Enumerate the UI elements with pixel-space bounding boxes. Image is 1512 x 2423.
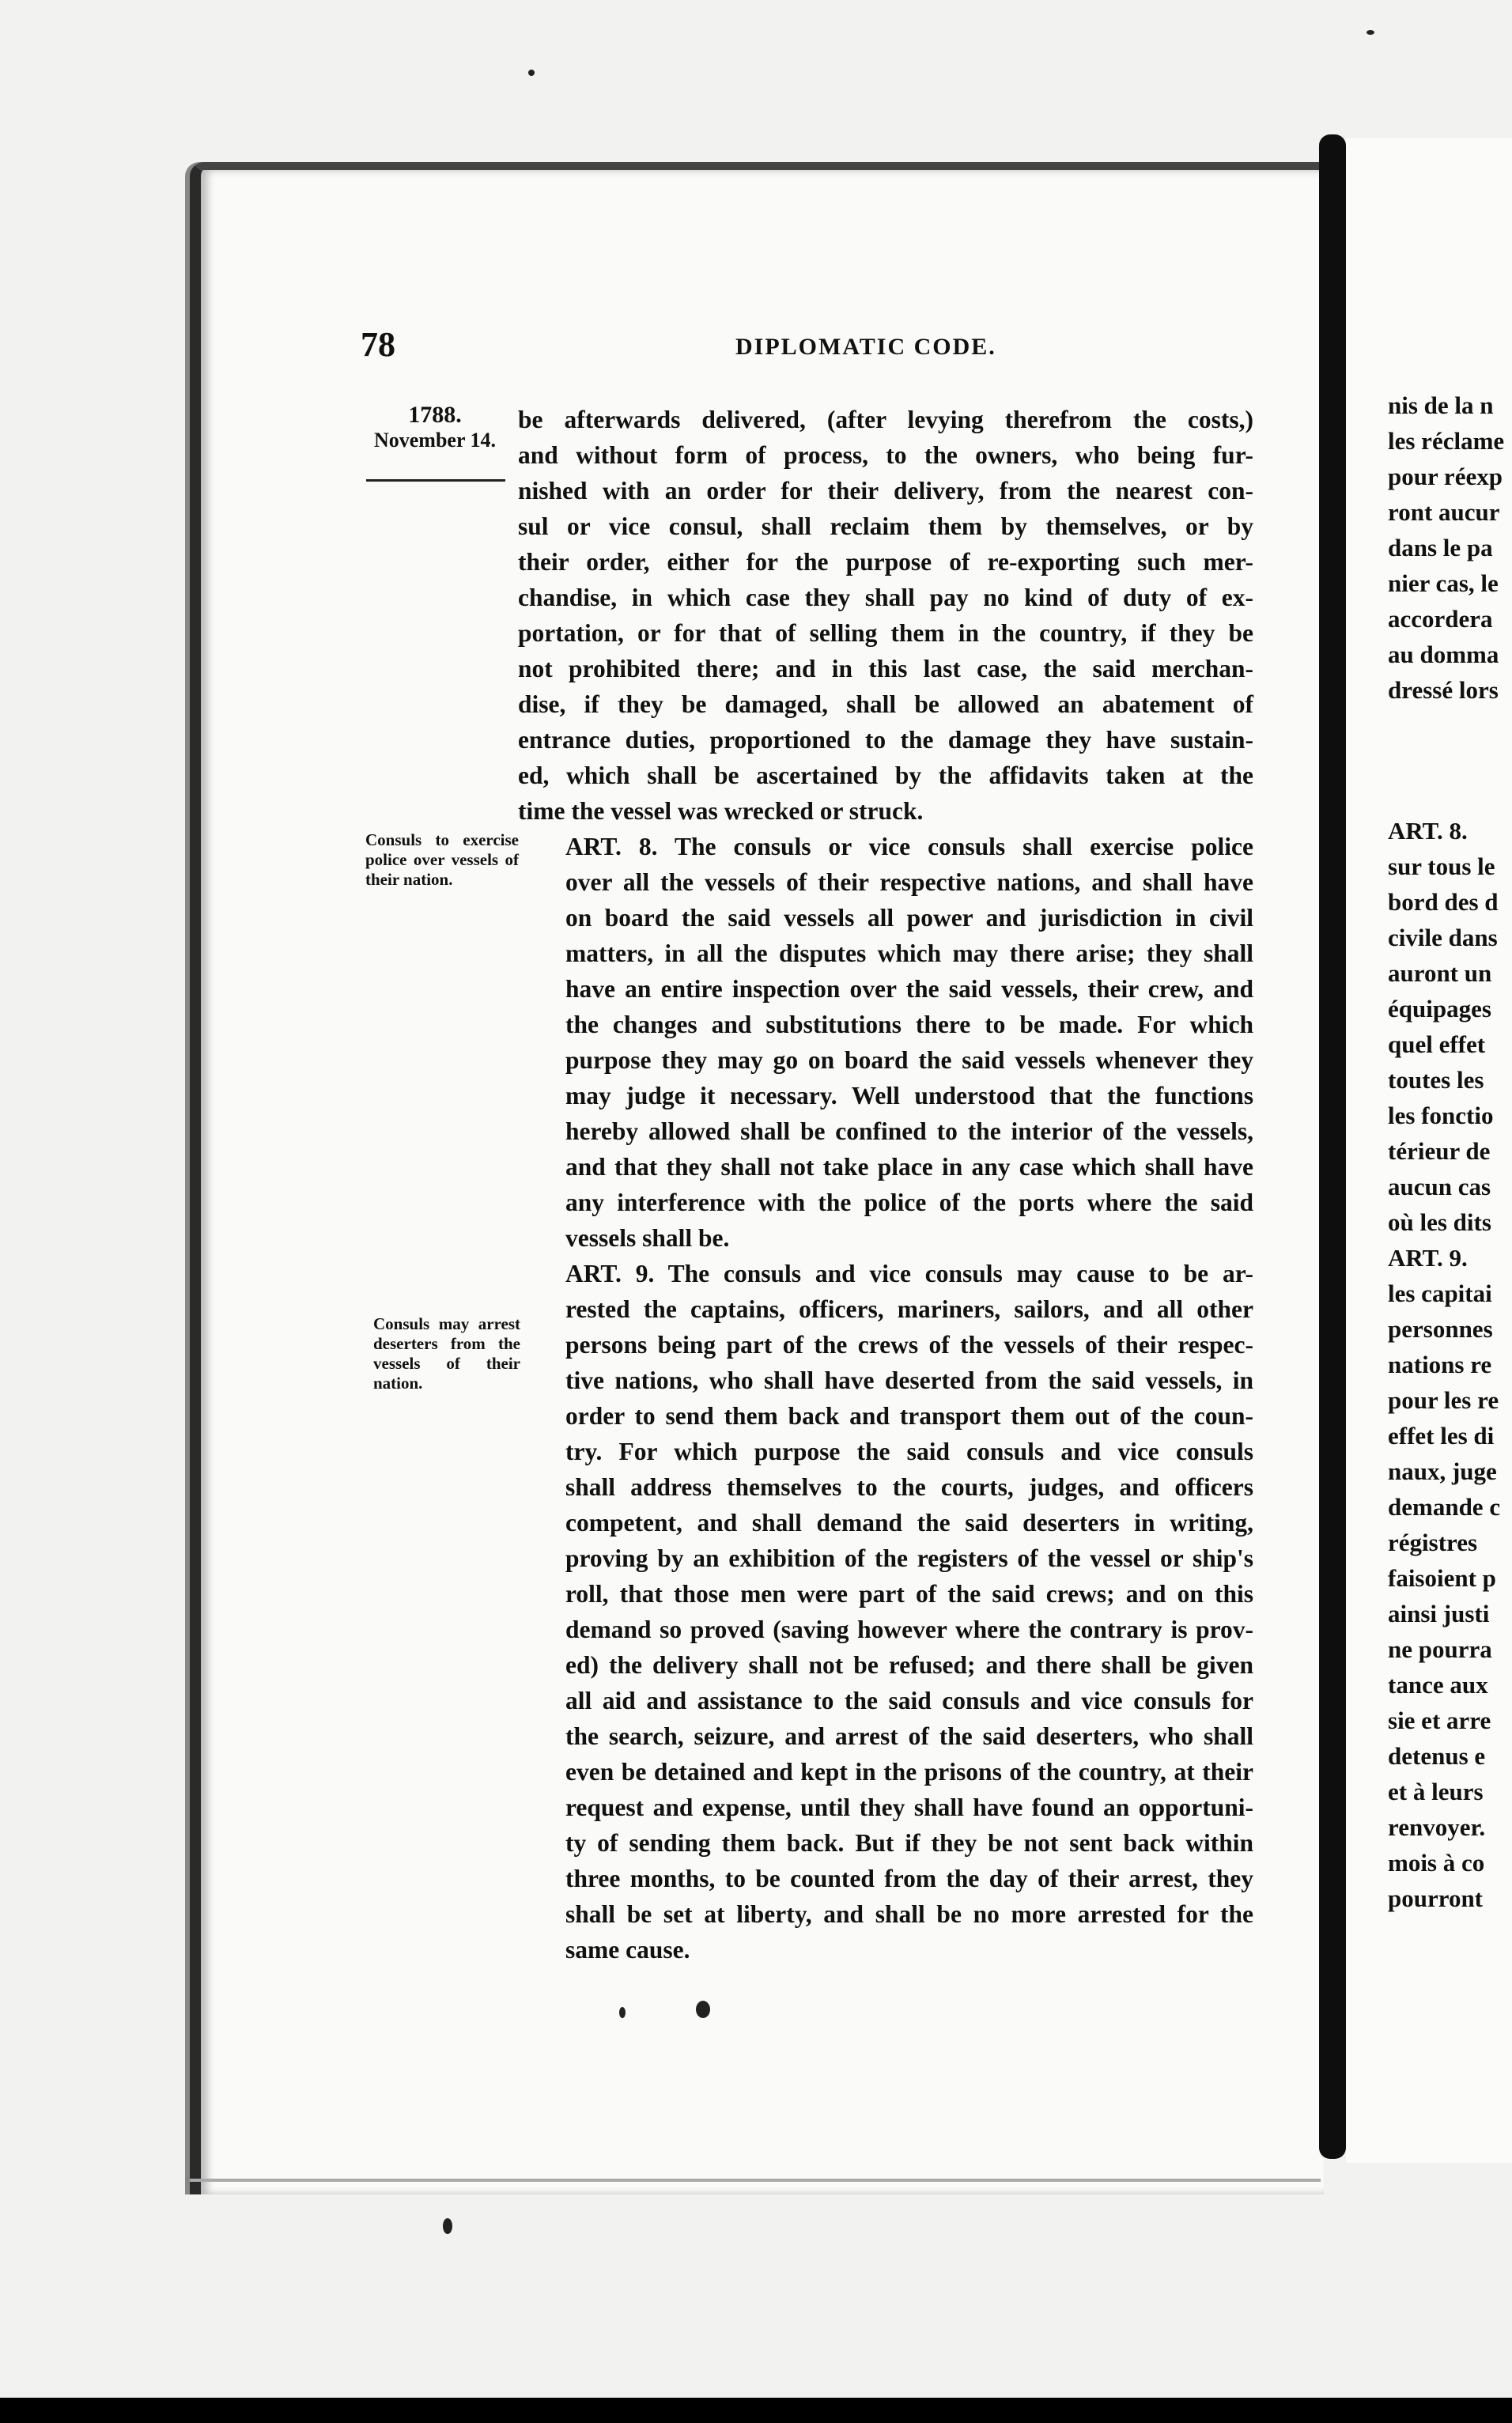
text-line: ty of sending them back. But if they be not sent back within — [565, 1829, 1253, 1857]
facing-page-line: où les dits — [1388, 1208, 1491, 1236]
text-line: any interference with the police of the ports where the said — [565, 1189, 1253, 1216]
facing-page-line: auront un — [1388, 959, 1492, 987]
facing-page-line: quel effet — [1388, 1030, 1486, 1058]
facing-page-line: sur tous le — [1388, 852, 1495, 880]
scan-speck — [528, 70, 535, 76]
facing-page-line: dans le pa — [1388, 534, 1493, 561]
text-line: roll, that those men were part of the said crews; and on this — [565, 1580, 1253, 1608]
text-line: tive nations, who shall have deserted from the said vessels, in — [565, 1366, 1253, 1394]
margin-note-art-9: Consuls may arrest deserters from the vessels of their nation. — [373, 1314, 520, 1393]
margin-year: 1788. — [408, 402, 462, 428]
text-line: the changes and substitutions there to be made. For which — [565, 1011, 1253, 1038]
text-line: ed, which shall be ascertained by the affidavits taken at the — [518, 762, 1253, 789]
text-line: be afterwards delivered, (after levying therefrom the costs,) — [518, 406, 1253, 433]
text-line: rested the captains, officers, mariners, sailors, and all other — [565, 1295, 1253, 1323]
text-line: dise, if they be damaged, shall be allowed an abatement of — [518, 690, 1253, 718]
text-line: shall be set at liberty, and shall be no more arrested for the — [565, 1900, 1253, 1928]
facing-page-line: les fonctio — [1388, 1102, 1494, 1129]
text-line: their order, either for the purpose of re-exporting such mer- — [518, 548, 1253, 576]
text-line: ART. 9. The consuls and vice consuls may cause to be ar- — [565, 1260, 1253, 1287]
text-line: same cause. — [565, 1936, 690, 1964]
facing-page-line: ART. 9. — [1388, 1244, 1468, 1272]
facing-page-line: tance aux — [1388, 1671, 1488, 1699]
scan-speck — [696, 2001, 710, 2018]
scan-border — [0, 2398, 1512, 2423]
book-gutter — [1319, 134, 1346, 2159]
text-line: over all the vessels of their respective nations, and shall have — [565, 868, 1253, 896]
facing-page-line: les capitai — [1388, 1280, 1492, 1307]
facing-page-line: les réclame — [1388, 427, 1505, 455]
facing-page-line: personnes — [1388, 1315, 1493, 1343]
facing-page-line: detenus e — [1388, 1742, 1486, 1770]
text-line: try. For which purpose the said consuls and vice consuls — [565, 1438, 1253, 1465]
text-line: have an entire inspection over the said vessels, their crew, and — [565, 975, 1253, 1003]
text-line: the search, seizure, and arrest of the said deserters, who shall — [565, 1722, 1253, 1750]
scan-speck — [619, 2007, 626, 2018]
facing-page-line: ront aucur — [1388, 498, 1500, 526]
facing-page-text-articles — [1388, 813, 1512, 1916]
text-line: may judge it necessary. Well understood that the functions — [565, 1082, 1253, 1109]
text-line: even be detained and kept in the prisons of the country, at their — [565, 1758, 1253, 1786]
facing-page-line: régistres — [1388, 1529, 1478, 1556]
text-line: order to send them back and transport them out of the coun- — [565, 1402, 1253, 1430]
facing-page-line: pourront — [1388, 1884, 1484, 1912]
text-line: competent, and shall demand the said deserters in writing, — [565, 1509, 1253, 1537]
facing-page-line: toutes les — [1388, 1066, 1484, 1094]
text-line: request and expense, until they shall have found an opportuni- — [565, 1794, 1253, 1821]
paragraph-article-8 — [518, 829, 1253, 1256]
facing-page-line: nations re — [1388, 1351, 1492, 1378]
facing-page-line: accordera — [1388, 605, 1493, 633]
page-title: DIPLOMATIC CODE. — [735, 334, 996, 360]
text-line: hereby allowed shall be confined to the interior of the vessels, — [565, 1117, 1253, 1145]
text-line: purpose they may go on board the said vessels whenever they — [565, 1046, 1253, 1074]
scan-speck — [443, 2218, 452, 2234]
facing-page-line: faisoient p — [1388, 1564, 1496, 1592]
facing-page-line: sie et arre — [1388, 1707, 1491, 1734]
facing-page-line: ainsi justi — [1388, 1600, 1490, 1627]
facing-page-line: nier cas, le — [1388, 569, 1499, 597]
text-line: matters, in all the disputes which may there arise; they shall — [565, 939, 1253, 967]
margin-note-art-8: Consuls to exercise police over vessels of their nation. — [365, 830, 519, 889]
facing-page-line: mois à co — [1388, 1849, 1485, 1877]
text-line: ed) the delivery shall not be refused; and there shall be given — [565, 1651, 1253, 1679]
facing-page-line: demande c — [1388, 1493, 1501, 1521]
text-line: proving by an exhibition of the registers of the vessel or ship's — [565, 1544, 1253, 1572]
text-line: time the vessel was wrecked or struck. — [518, 797, 924, 825]
facing-page-line: et à leurs — [1388, 1778, 1484, 1805]
scan-speck — [1366, 30, 1374, 35]
facing-page-line: renvoyer. — [1388, 1813, 1486, 1841]
text-line: shall address themselves to the courts, judges, and officers — [565, 1473, 1253, 1501]
facing-page-line: ART. 8. — [1388, 817, 1468, 845]
text-line: and that they shall not take place in any case which shall have — [565, 1153, 1253, 1181]
text-line: ART. 8. The consuls or vice consuls shall exercise police — [565, 833, 1253, 860]
text-line: chandise, in which case they shall pay no kind of duty of ex- — [518, 584, 1253, 611]
facing-page-line: au domma — [1388, 641, 1499, 668]
paragraph-article-9 — [518, 1256, 1253, 1968]
facing-page-line: civile dans — [1388, 924, 1498, 951]
facing-page-line: équipages — [1388, 995, 1491, 1022]
text-line: sul or vice consul, shall reclaim them by themselves, or by — [518, 512, 1253, 540]
text-line: on board the said vessels all power and jurisdiction in civil — [565, 904, 1253, 932]
page-number: 78 — [361, 325, 395, 364]
text-line: vessels shall be. — [565, 1224, 730, 1252]
text-line: and without form of process, to the owners, who being fur- — [518, 441, 1253, 469]
body-text — [518, 402, 1253, 1968]
facing-page-line: effet les di — [1388, 1422, 1495, 1450]
page-bottom-edge — [190, 2179, 1321, 2206]
text-line: portation, or for that of selling them in the country, if they be — [518, 619, 1253, 647]
margin-day: November 14. — [373, 429, 497, 452]
facing-page-line: pour réexp — [1388, 463, 1503, 490]
facing-page-line: pour les re — [1388, 1386, 1499, 1414]
facing-page-line: nis de la n — [1388, 391, 1494, 419]
text-line: three months, to be counted from the day of their arrest, they — [565, 1865, 1253, 1892]
facing-page-line: aucun cas — [1388, 1173, 1491, 1200]
text-line: persons being part of the crews of the vessels of their respec- — [565, 1331, 1253, 1359]
facing-page-line: naux, juge — [1388, 1457, 1497, 1485]
text-line: demand so proved (saving however where the contrary is prov- — [565, 1616, 1253, 1643]
facing-page-line: bord des d — [1388, 888, 1499, 916]
text-line: all aid and assistance to the said consuls and vice consuls for — [565, 1687, 1253, 1714]
facing-page-line: térieur de — [1388, 1137, 1491, 1165]
paragraph-continuation — [518, 402, 1253, 829]
facing-page-line: ne pourra — [1388, 1635, 1492, 1663]
text-line: not prohibited there; and in this last case, the said merchan- — [518, 655, 1253, 682]
facing-page-line: dressé lors — [1388, 676, 1499, 704]
margin-divider — [366, 479, 505, 482]
text-line: nished with an order for their delivery, from the nearest con- — [518, 477, 1253, 505]
text-line: entrance duties, proportioned to the damage they have sustain- — [518, 726, 1253, 754]
facing-page-text-top — [1388, 387, 1512, 708]
margin-date — [360, 402, 510, 452]
